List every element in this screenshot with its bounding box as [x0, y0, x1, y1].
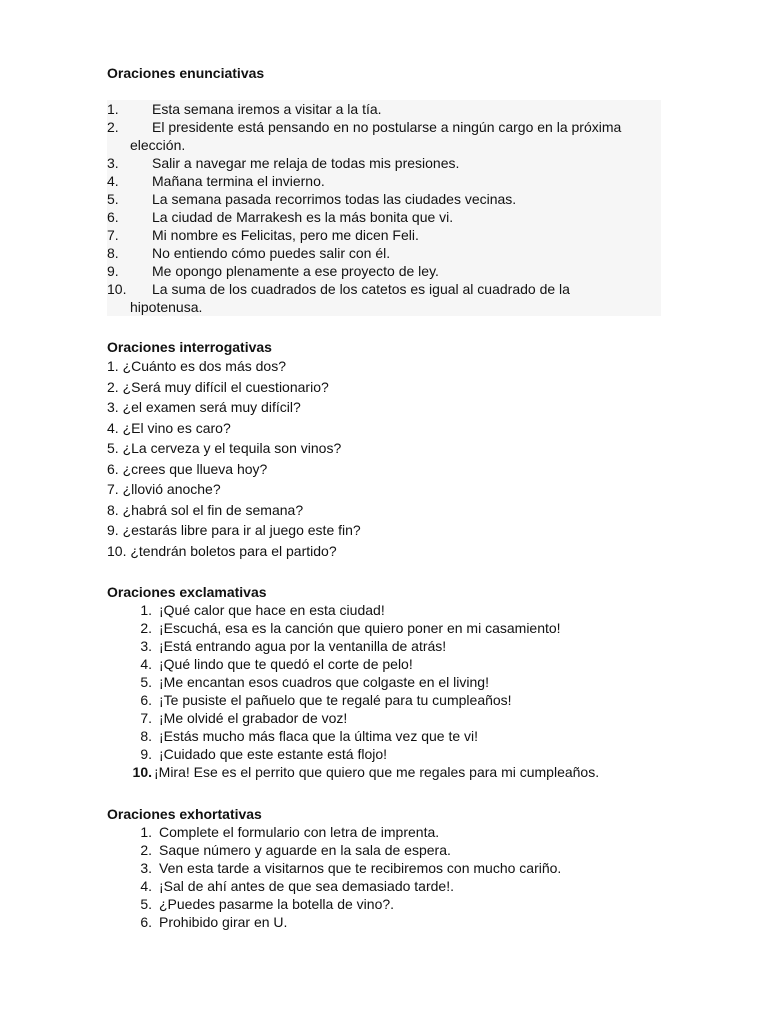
list-item: 9. ¿estarás libre para ir al juego este fin? — [107, 522, 361, 538]
list-item: 3. ¿el examen será muy difícil? — [107, 399, 301, 415]
list-item: 7. ¿llovió anoche? — [107, 481, 221, 497]
list-item: 7. ¡Me olvidé el grabador de voz! — [140, 710, 348, 726]
list-item: 4. ¿El vino es caro? — [107, 419, 231, 436]
section-enunciativas — [107, 64, 622, 315]
list-item: 1. ¿Cuánto es dos más dos? — [107, 358, 286, 374]
section-title: Oraciones exhortativas — [107, 806, 262, 822]
section-title: Oraciones enunciativas — [107, 65, 265, 81]
list-item: 8. No entiendo cómo puedes salir con él. — [107, 245, 391, 261]
section-title: Oraciones exclamativas — [107, 584, 267, 600]
list-item: 1. ¡Qué calor que hace en esta ciudad! — [140, 602, 385, 618]
list-item: 10. ¿tendrán boletos para el partido? — [107, 542, 337, 559]
list-item: 3. ¡Está entrando agua por la ventanilla de atrás! — [140, 638, 447, 654]
list-item: 3. Ven esta tarde a visitarnos que te recibiremos con mucho cariño. — [140, 860, 562, 876]
section-interrogativas — [107, 338, 361, 561]
list-item: 9. ¡Cuidado que este estante está flojo! — [140, 746, 388, 762]
list-item: 2. ¡Escuchá, esa es la canción que quiero poner en mi casamiento! — [140, 620, 561, 636]
list-item: 9. Me opongo plenamente a ese proyecto de ley. — [107, 263, 439, 279]
section-exhortativas — [107, 805, 667, 931]
list-item: 4. ¡Qué lindo que te quedó el corte de pelo! — [140, 656, 413, 672]
list-item: 3. Salir a navegar me relaja de todas mis presiones. — [107, 155, 460, 171]
list-item: 6. ¿crees que llueva hoy? — [107, 460, 268, 477]
list-item: 2. Saque número y aguarde en la sala de espera. — [140, 842, 451, 858]
list-item: 6. ¡Te pusiste el pañuelo que te regalé para tu cumpleaños! — [140, 692, 512, 708]
list-item: 5. ¡Me encantan esos cuadros que colgaste en el living! — [140, 674, 489, 690]
list-item: 10. ¡Mira! Ese es el perrito que quiero que me regales para mi cumpleaños. — [132, 764, 600, 780]
list-item: 1. Complete el formulario con letra de imprenta. — [140, 824, 440, 840]
list-item: 10. La suma de los cuadrados de los catetos es igual al cuadrado de la — [107, 281, 570, 297]
list-item: 4. ¡Sal de ahí antes de que sea demasiado tarde!. — [140, 878, 454, 894]
list-item-continuation: hipotenusa. — [130, 299, 203, 315]
list-item-continuation: elección. — [130, 137, 186, 153]
list-item: 4. Mañana termina el invierno. — [107, 173, 325, 189]
list-item: 2. ¿Será muy difícil el cuestionario? — [107, 378, 329, 395]
list-item: 2. El presidente está pensando en no postularse a ningún cargo en la próxima — [107, 119, 622, 135]
list-item: 6. Prohibido girar en U. — [140, 914, 288, 930]
list-item: 6. La ciudad de Marrakesh es la más bonita que vi. — [107, 209, 454, 225]
list-item: 8. ¡Estás mucho más flaca que la última vez que te vi! — [140, 728, 479, 744]
list-item: 5. La semana pasada recorrimos todas las ciudades vecinas. — [107, 191, 517, 207]
section-title: Oraciones interrogativas — [107, 339, 272, 355]
list-item: 5. ¿La cerveza y el tequila son vinos? — [107, 440, 342, 456]
section-exclamativas — [107, 583, 667, 781]
list-item: 8. ¿habrá sol el fin de semana? — [107, 501, 304, 518]
enunciativas-list — [107, 100, 661, 316]
list-item: 5. ¿Puedes pasarme la botella de vino?. — [140, 896, 395, 912]
list-item: 7. Mi nombre es Felicitas, pero me dicen Feli. — [107, 227, 419, 243]
list-item: 1. Esta semana iremos a visitar a la tía. — [107, 101, 382, 117]
